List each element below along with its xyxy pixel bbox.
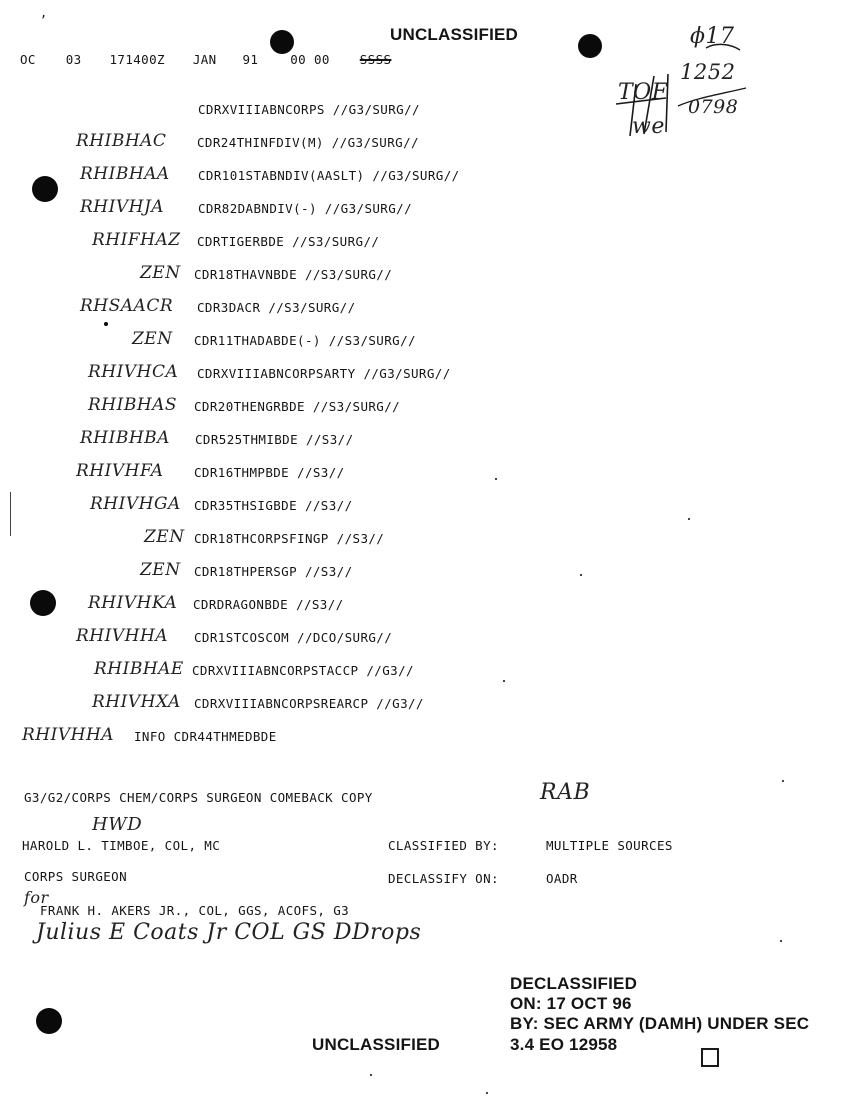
- addressee-text: CDRTIGERBDE //S3/SURG//: [197, 234, 380, 249]
- classified-by-label: CLASSIFIED BY:: [388, 838, 499, 853]
- classification-bottom: UNCLASSIFIED: [312, 1035, 441, 1054]
- addressee-row: [0, 395, 850, 419]
- addressee-text: CDRXVIIIABNCORPSARTY //G3/SURG//: [197, 366, 451, 381]
- dtg-time: 171400Z: [109, 52, 165, 67]
- addressee-text: CDRXVIIIABNCORPSTACCP //G3//: [192, 663, 414, 678]
- margin-note-number-2: 0798: [688, 96, 739, 118]
- addressee-text: CDR18THCORPSFINGP //S3//: [194, 531, 385, 546]
- addressee-text: CDRDRAGONBDE //S3//: [193, 597, 344, 612]
- margin-note-number: 1252: [680, 60, 736, 84]
- dtg-zeros: 00 00: [290, 52, 330, 67]
- scan-speck: [503, 680, 505, 682]
- addressee-text: CDR1STCOSCOM //DCO/SURG//: [194, 630, 393, 645]
- dtg-struck: SSSS: [359, 52, 392, 67]
- routing-code: ZEN: [140, 560, 181, 580]
- addressee-text: CDR18THPERSGP //S3//: [194, 564, 353, 579]
- routing-code: RHIBHAS: [88, 395, 178, 415]
- scan-speck: [370, 1074, 372, 1076]
- addressee-text: CDRXVIIIABNCORPS //G3/SURG//: [198, 102, 420, 117]
- routing-code: RHIVHGA: [90, 494, 181, 514]
- addressee-text: CDR18THAVNBDE //S3/SURG//: [194, 267, 393, 282]
- addressee-row: [0, 461, 850, 485]
- routing-code: RHIBHBA: [80, 428, 170, 448]
- addressee-text: CDR101STABNDIV(AASLT) //G3/SURG//: [198, 168, 460, 183]
- margin-note-initials: TOF: [618, 80, 668, 105]
- dtg-day: 03: [65, 52, 82, 67]
- addressee-row: [0, 263, 850, 287]
- addressee-row: [0, 692, 850, 716]
- addressee-text: INFO CDR44THMEDBDE: [134, 729, 277, 744]
- addressee-row: [0, 494, 850, 518]
- rab-initials: RAB: [540, 780, 591, 805]
- stray-mark: ,: [40, 6, 48, 20]
- declassified-stamp-line-4: 3.4 EO 12958: [510, 1035, 618, 1054]
- addressee-text: CDR3DACR //S3/SURG//: [197, 300, 356, 315]
- addressee-text: CDRXVIIIABNCORPSREARCP //G3//: [194, 696, 424, 711]
- routing-code: RHIVHJA: [80, 197, 165, 217]
- routing-code: ZEN: [144, 527, 185, 547]
- punch-hole-top: [270, 30, 294, 54]
- scan-speck: [688, 518, 690, 520]
- addressee-row: [0, 329, 850, 353]
- routing-code: RHIFHAZ: [92, 230, 181, 250]
- addressee-row: [0, 626, 850, 650]
- scan-speck: [486, 1092, 488, 1094]
- addressee-row: [0, 560, 850, 584]
- addressee-row: [0, 164, 850, 188]
- dtg-prefix: OC: [20, 52, 36, 67]
- akers-line: FRANK H. AKERS JR., COL, GGS, ACOFS, G3: [40, 903, 350, 918]
- classified-by-value: MULTIPLE SOURCES: [546, 838, 673, 853]
- routing-code: RHIBHAC: [76, 131, 167, 151]
- addressee-text: CDR16THMPBDE //S3//: [194, 465, 345, 480]
- scan-speck: [580, 574, 582, 576]
- addressee-text: CDR35THSIGBDE //S3//: [194, 498, 353, 513]
- addressee-row: [0, 230, 850, 254]
- routing-code: ZEN: [132, 329, 173, 349]
- routing-code: RHIVHHA: [22, 725, 115, 745]
- declassify-on-value: OADR: [546, 871, 578, 886]
- scan-speck: [780, 940, 782, 942]
- punch-hole-bottom: [36, 1008, 62, 1034]
- addressee-row: [0, 593, 850, 617]
- addressee-row: [0, 102, 850, 122]
- margin-note-initials-2: we: [632, 114, 665, 139]
- scan-speck: [495, 478, 497, 480]
- addressee-text: CDR20THENGRBDE //S3/SURG//: [194, 399, 401, 414]
- addressee-row: [0, 362, 850, 386]
- for-mark: for: [24, 888, 49, 907]
- addressee-row: [0, 197, 850, 221]
- addressee-row: [0, 527, 850, 551]
- addressee-text: CDR82DABNDIV(-) //G3/SURG//: [198, 201, 412, 216]
- routing-code: RHIVHHA: [76, 626, 169, 646]
- addressee-text: CDR525THMIBDE //S3//: [195, 432, 354, 447]
- routing-code: RHIBHAA: [80, 164, 170, 184]
- routing-code: RHSAACR: [80, 296, 174, 316]
- addressee-row: [0, 725, 850, 749]
- declassify-on-label: DECLASSIFY ON:: [388, 871, 499, 886]
- classification-top: UNCLASSIFIED: [390, 25, 519, 44]
- signer-name: HAROLD L. TIMBOE, COL, MC: [22, 838, 221, 853]
- declassified-stamp-line-3: BY: SEC ARMY (DAMH) UNDER SEC: [510, 1014, 810, 1033]
- addressee-row: [0, 131, 850, 155]
- addressee-row: [0, 659, 850, 683]
- declassified-stamp-line-1: DECLASSIFIED: [510, 974, 638, 993]
- dtg-month: JAN: [192, 52, 217, 67]
- routing-code: RHIVHXA: [92, 692, 181, 712]
- addressee-row: [0, 428, 850, 452]
- routing-code: ZEN: [140, 263, 181, 283]
- punch-hole-top-right: [578, 34, 602, 58]
- checkbox-mark: [701, 1048, 719, 1067]
- margin-note-ref: ϕ17: [690, 24, 735, 49]
- signature: Julius E Coats Jr COL GS DDrops: [36, 920, 422, 945]
- declassified-stamp-line-2: ON: 17 OCT 96: [510, 994, 632, 1013]
- routing-code: RHIVHKA: [88, 593, 178, 613]
- routing-code: RHIVHCA: [88, 362, 179, 382]
- date-time-group: [20, 52, 391, 67]
- addressee-row: [0, 296, 850, 320]
- addressee-text: CDR24THINFDIV(M) //G3/SURG//: [197, 135, 419, 150]
- routing-code: RHIBHAE: [94, 659, 184, 679]
- dtg-year: 91: [242, 52, 259, 67]
- comeback-copy-line: G3/G2/CORPS CHEM/CORPS SURGEON COMEBACK COPY: [24, 790, 373, 805]
- bullet-mark: [104, 322, 108, 326]
- scan-speck: [782, 780, 784, 782]
- harold-initials: HWD: [92, 814, 143, 835]
- routing-code: RHIVHFA: [76, 461, 164, 481]
- addressee-text: CDR11THADABDE(-) //S3/SURG//: [194, 333, 416, 348]
- signer-title: CORPS SURGEON: [24, 869, 128, 884]
